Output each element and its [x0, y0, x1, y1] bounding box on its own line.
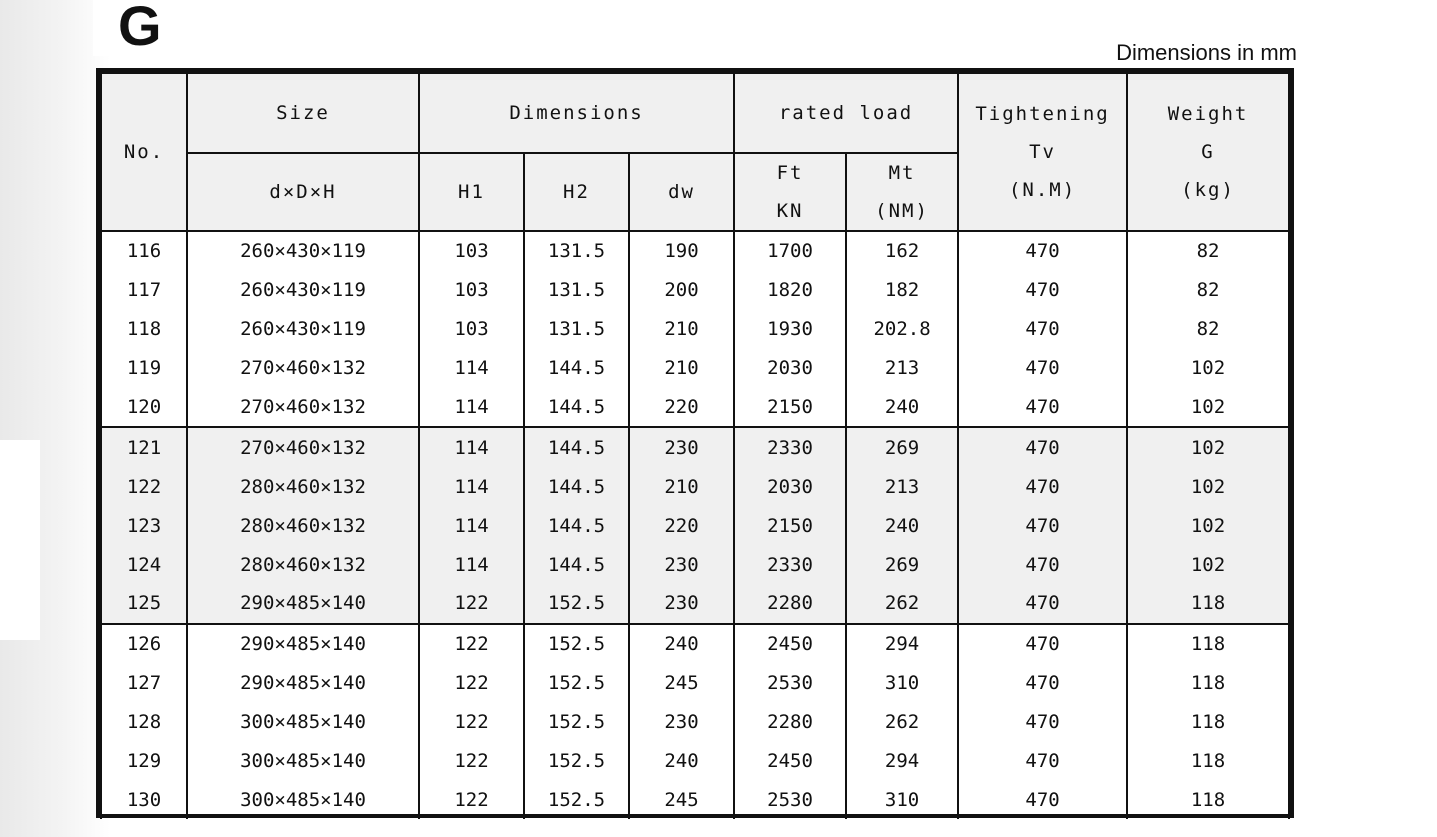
cell-tv: 470 [958, 271, 1127, 310]
cell-dw: 245 [629, 780, 734, 819]
cell-weight: 118 [1127, 703, 1289, 742]
cell-weight: 118 [1127, 624, 1289, 664]
cell-no: 121 [101, 427, 187, 467]
cell-weight: 102 [1127, 427, 1289, 467]
cell-dw: 220 [629, 506, 734, 545]
cell-weight: 102 [1127, 467, 1289, 506]
header-h1: H1 [419, 153, 524, 231]
cell-ft: 2450 [734, 742, 846, 781]
cell-ft: 1930 [734, 310, 846, 349]
cell-h1: 114 [419, 349, 524, 388]
cell-size: 300×485×140 [187, 703, 419, 742]
cell-h2: 152.5 [524, 664, 629, 703]
cell-weight: 82 [1127, 310, 1289, 349]
header-ft [734, 153, 846, 231]
cell-dw: 230 [629, 545, 734, 584]
cell-weight: 102 [1127, 388, 1289, 428]
header-mt-label: Mt [888, 162, 916, 184]
cell-weight: 118 [1127, 780, 1289, 819]
cell-mt: 240 [846, 506, 958, 545]
cell-ft: 2330 [734, 427, 846, 467]
header-mt-unit: (NM) [875, 200, 929, 222]
cell-dw: 220 [629, 388, 734, 428]
cell-mt: 213 [846, 349, 958, 388]
header-weight [1127, 73, 1289, 231]
cell-mt: 202.8 [846, 310, 958, 349]
cell-mt: 310 [846, 780, 958, 819]
cell-h1: 122 [419, 624, 524, 664]
header-ft-label: Ft [776, 162, 804, 184]
cell-mt: 182 [846, 271, 958, 310]
cell-size: 270×460×132 [187, 427, 419, 467]
cell-weight: 118 [1127, 584, 1289, 624]
cell-h1: 114 [419, 427, 524, 467]
cell-tv: 470 [958, 584, 1127, 624]
cell-h2: 144.5 [524, 506, 629, 545]
cell-dw: 210 [629, 349, 734, 388]
cell-tv: 470 [958, 703, 1127, 742]
cell-no: 130 [101, 780, 187, 819]
cell-tv: 470 [958, 231, 1127, 271]
cell-ft: 2450 [734, 624, 846, 664]
cell-h1: 114 [419, 467, 524, 506]
cell-h2: 152.5 [524, 780, 629, 819]
header-g-label: G [1201, 141, 1215, 163]
cell-size: 290×485×140 [187, 584, 419, 624]
cell-size: 290×485×140 [187, 624, 419, 664]
cell-tv: 470 [958, 467, 1127, 506]
header-dw: dw [629, 153, 734, 231]
cell-size: 280×460×132 [187, 506, 419, 545]
header-rated-load: rated load [734, 73, 958, 153]
cell-ft: 2280 [734, 584, 846, 624]
cell-ft: 2330 [734, 545, 846, 584]
cell-size: 270×460×132 [187, 388, 419, 428]
cell-ft: 2530 [734, 664, 846, 703]
cell-ft: 2280 [734, 703, 846, 742]
header-no: No. [101, 73, 187, 231]
cell-h2: 144.5 [524, 349, 629, 388]
cell-ft: 2150 [734, 388, 846, 428]
cell-dw: 230 [629, 584, 734, 624]
cell-ft: 2030 [734, 467, 846, 506]
cell-no: 126 [101, 624, 187, 664]
cell-h2: 131.5 [524, 310, 629, 349]
cell-h2: 131.5 [524, 271, 629, 310]
cell-dw: 210 [629, 467, 734, 506]
units-note: Dimensions in mm [1116, 40, 1297, 65]
table-row [101, 506, 1289, 545]
cell-h2: 144.5 [524, 545, 629, 584]
cell-size: 280×460×132 [187, 467, 419, 506]
cell-h2: 152.5 [524, 624, 629, 664]
table-row [101, 427, 1289, 467]
cell-size: 260×430×119 [187, 231, 419, 271]
cell-tv: 470 [958, 388, 1127, 428]
cell-no: 122 [101, 467, 187, 506]
cell-weight: 102 [1127, 545, 1289, 584]
cell-h1: 122 [419, 742, 524, 781]
table-row [101, 388, 1289, 428]
cell-no: 117 [101, 271, 187, 310]
cell-h1: 103 [419, 310, 524, 349]
table-body [101, 231, 1289, 819]
cell-dw: 190 [629, 231, 734, 271]
header-h2: H2 [524, 153, 629, 231]
cell-mt: 294 [846, 742, 958, 781]
table-row [101, 310, 1289, 349]
table-row [101, 271, 1289, 310]
cell-h1: 114 [419, 506, 524, 545]
table-row [101, 467, 1289, 506]
cell-tv: 470 [958, 310, 1127, 349]
cell-mt: 310 [846, 664, 958, 703]
cell-no: 118 [101, 310, 187, 349]
cell-h2: 152.5 [524, 703, 629, 742]
cell-mt: 269 [846, 545, 958, 584]
table-row [101, 584, 1289, 624]
header-g-unit: (kg) [1181, 179, 1235, 201]
spec-table-frame [96, 68, 1294, 818]
cell-no: 128 [101, 703, 187, 742]
cell-no: 124 [101, 545, 187, 584]
cell-tv: 470 [958, 664, 1127, 703]
cell-dw: 245 [629, 664, 734, 703]
cell-ft: 2530 [734, 780, 846, 819]
cell-h1: 103 [419, 271, 524, 310]
cell-h1: 122 [419, 664, 524, 703]
cell-no: 129 [101, 742, 187, 781]
cell-dw: 200 [629, 271, 734, 310]
cell-ft: 2030 [734, 349, 846, 388]
cell-mt: 262 [846, 703, 958, 742]
page-title: G [118, 0, 162, 57]
cell-mt: 294 [846, 624, 958, 664]
cell-h1: 114 [419, 545, 524, 584]
cell-tv: 470 [958, 349, 1127, 388]
cell-h2: 144.5 [524, 467, 629, 506]
cell-h2: 144.5 [524, 427, 629, 467]
table-row [101, 545, 1289, 584]
background-shade [0, 0, 110, 837]
cell-size: 270×460×132 [187, 349, 419, 388]
header-size: Size [187, 73, 419, 153]
cell-weight: 118 [1127, 664, 1289, 703]
header-tv-unit: (N.M) [1008, 179, 1077, 201]
cell-h2: 152.5 [524, 584, 629, 624]
cell-mt: 269 [846, 427, 958, 467]
cell-dw: 240 [629, 742, 734, 781]
cell-mt: 162 [846, 231, 958, 271]
cell-h1: 114 [419, 388, 524, 428]
table-row [101, 742, 1289, 781]
cell-size: 260×430×119 [187, 271, 419, 310]
cell-mt: 213 [846, 467, 958, 506]
cell-tv: 470 [958, 427, 1127, 467]
cell-tv: 470 [958, 780, 1127, 819]
cell-no: 119 [101, 349, 187, 388]
cell-tv: 470 [958, 506, 1127, 545]
cell-dw: 230 [629, 703, 734, 742]
cell-h1: 122 [419, 584, 524, 624]
header-ft-unit: KN [776, 200, 804, 222]
header-mt [846, 153, 958, 231]
cell-h2: 152.5 [524, 742, 629, 781]
cell-no: 120 [101, 388, 187, 428]
cell-size: 290×485×140 [187, 664, 419, 703]
header-dimensions: Dimensions [419, 73, 734, 153]
header-weight-label: Weight [1167, 103, 1249, 125]
cell-dw: 230 [629, 427, 734, 467]
header-tv-label: Tv [1029, 141, 1056, 163]
cell-size: 260×430×119 [187, 310, 419, 349]
cell-h1: 103 [419, 231, 524, 271]
cell-ft: 1820 [734, 271, 846, 310]
cell-mt: 240 [846, 388, 958, 428]
cell-ft: 1700 [734, 231, 846, 271]
table-row [101, 624, 1289, 664]
cell-no: 123 [101, 506, 187, 545]
cell-dw: 210 [629, 310, 734, 349]
cell-no: 125 [101, 584, 187, 624]
cell-weight: 102 [1127, 349, 1289, 388]
table-row [101, 703, 1289, 742]
cell-h2: 144.5 [524, 388, 629, 428]
cell-size: 280×460×132 [187, 545, 419, 584]
background-shade-cutout [0, 440, 40, 640]
cell-mt: 262 [846, 584, 958, 624]
cell-weight: 82 [1127, 271, 1289, 310]
cell-weight: 82 [1127, 231, 1289, 271]
header-tightening [958, 73, 1127, 231]
table-row [101, 780, 1289, 819]
header-tightening-label: Tightening [975, 103, 1110, 125]
cell-h2: 131.5 [524, 231, 629, 271]
cell-tv: 470 [958, 742, 1127, 781]
cell-size: 300×485×140 [187, 742, 419, 781]
cell-h1: 122 [419, 780, 524, 819]
cell-ft: 2150 [734, 506, 846, 545]
table-row [101, 231, 1289, 271]
cell-size: 300×485×140 [187, 780, 419, 819]
cell-no: 127 [101, 664, 187, 703]
header-size-sub: d×D×H [187, 153, 419, 231]
cell-weight: 102 [1127, 506, 1289, 545]
cell-weight: 118 [1127, 742, 1289, 781]
cell-tv: 470 [958, 624, 1127, 664]
table-row [101, 349, 1289, 388]
spec-table [100, 72, 1290, 819]
cell-tv: 470 [958, 545, 1127, 584]
table-row [101, 664, 1289, 703]
cell-no: 116 [101, 231, 187, 271]
cell-h1: 122 [419, 703, 524, 742]
cell-dw: 240 [629, 624, 734, 664]
